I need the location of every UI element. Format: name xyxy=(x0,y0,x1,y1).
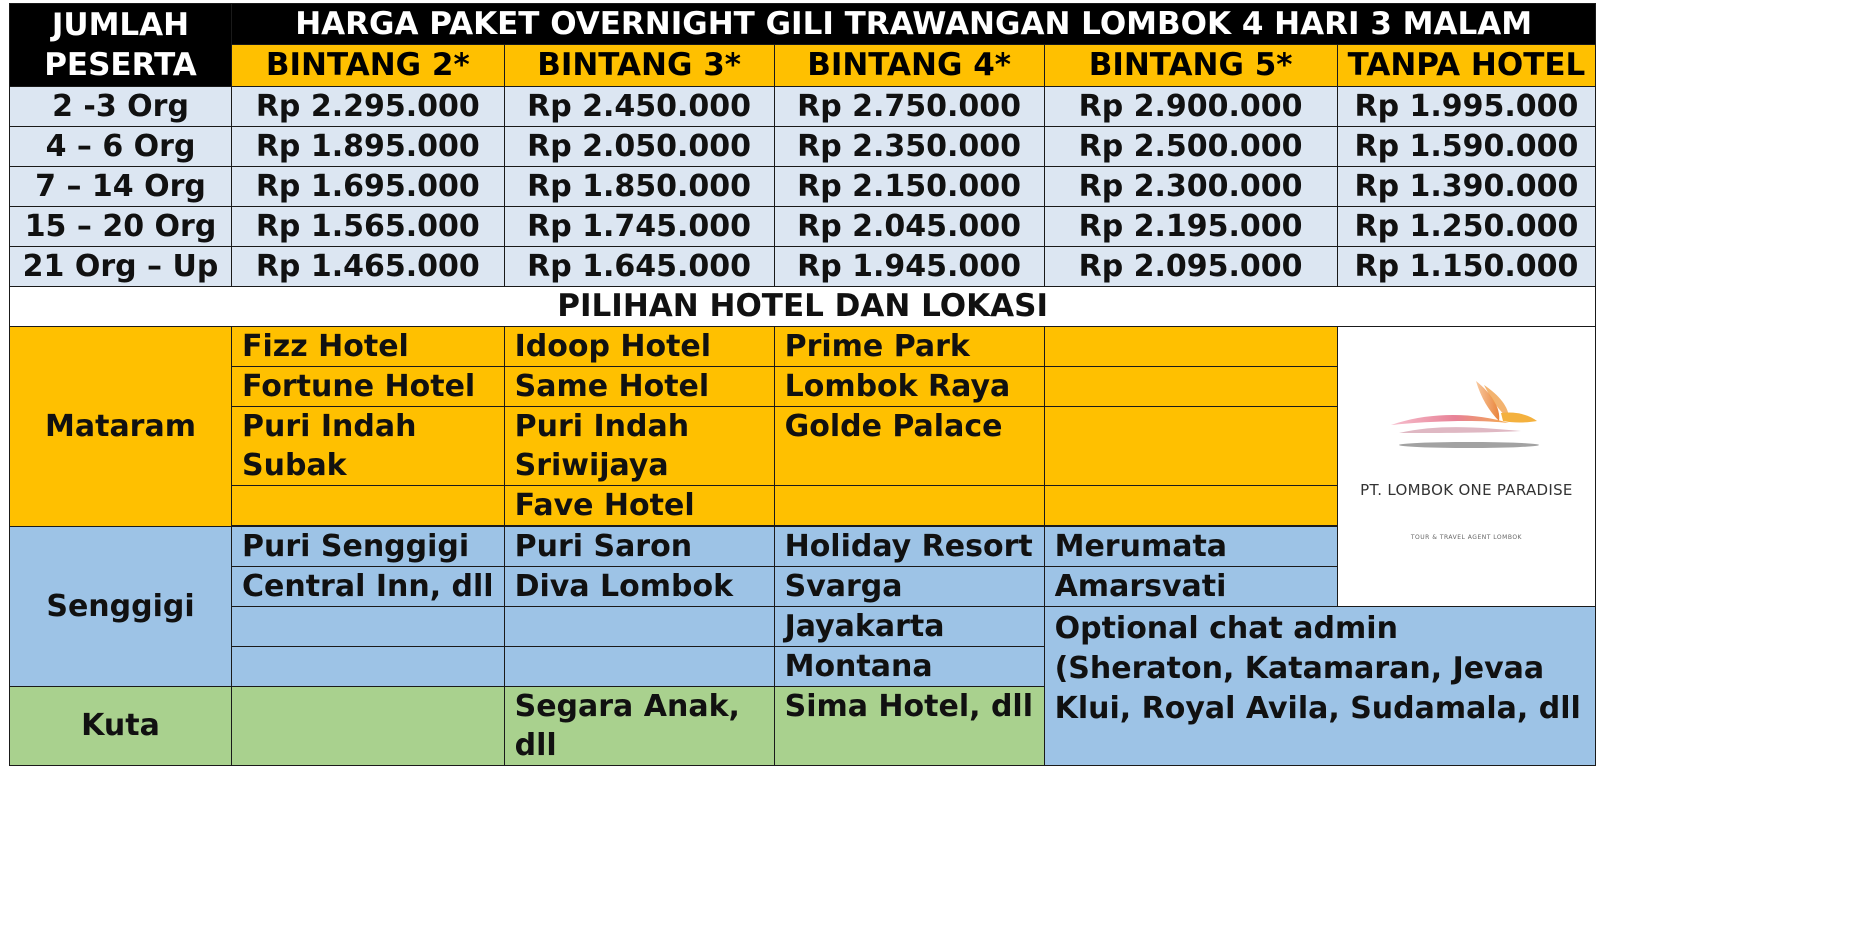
hotel-cell: Sima Hotel, dll xyxy=(774,687,1044,766)
hotel-cell: Idoop Hotel xyxy=(504,327,774,367)
price-cell: Rp 1.695.000 xyxy=(232,167,505,207)
hotel-cell: Puri Senggigi xyxy=(232,527,505,567)
optional-hotels-note: Optional chat admin (Sheraton, Katamaran, Jevaa Klui, Royal Avila, Sudamala, dll xyxy=(1044,607,1596,766)
hotel-cell-empty xyxy=(1044,407,1337,486)
price-cell: Rp 1.895.000 xyxy=(232,127,505,167)
price-cell: Rp 1.590.000 xyxy=(1337,127,1596,167)
location-label-mataram: Mataram xyxy=(10,327,232,527)
hotel-cell: Segara Anak, dll xyxy=(504,687,774,766)
location-label-senggigi: Senggigi xyxy=(10,527,232,687)
hotel-cell-empty xyxy=(774,486,1044,526)
hotel-cell: Puri Saron xyxy=(504,527,774,567)
hotel-cell: Diva Lombok xyxy=(504,567,774,607)
hotel-cell: Merumata xyxy=(1044,527,1337,567)
group-size: 21 Org – Up xyxy=(10,247,232,287)
hotel-cell: Golde Palace xyxy=(774,407,1044,486)
price-cell: Rp 1.250.000 xyxy=(1337,207,1596,247)
hotel-cell-empty xyxy=(504,607,774,647)
price-cell: Rp 1.995.000 xyxy=(1337,87,1596,127)
hotel-cell-empty xyxy=(232,647,505,687)
hotel-cell-empty xyxy=(1044,486,1337,526)
price-cell: Rp 2.900.000 xyxy=(1044,87,1337,127)
price-cell: Rp 2.045.000 xyxy=(774,207,1044,247)
section-title: PILIHAN HOTEL DAN LOKASI xyxy=(10,287,1596,327)
price-cell: Rp 1.945.000 xyxy=(774,247,1044,287)
hotel-cell: Fizz Hotel xyxy=(232,327,505,367)
price-row xyxy=(10,167,1596,207)
hotel-cell: Amarsvati xyxy=(1044,567,1337,607)
hotel-cell: Montana xyxy=(774,647,1044,687)
price-row xyxy=(10,127,1596,167)
hotel-cell: Fave Hotel xyxy=(504,486,774,526)
price-cell: Rp 2.750.000 xyxy=(774,87,1044,127)
company-logo xyxy=(1337,327,1596,607)
price-cell: Rp 2.450.000 xyxy=(504,87,774,127)
bird-logo-icon xyxy=(1381,373,1551,451)
hotel-cell: Puri Indah Sriwijaya xyxy=(504,407,774,486)
price-cell: Rp 1.850.000 xyxy=(504,167,774,207)
hotel-cell: Holiday Resort xyxy=(774,527,1044,567)
price-cell: Rp 1.390.000 xyxy=(1337,167,1596,207)
group-size: 2 -3 Org xyxy=(10,87,232,127)
column-header-bintang4: BINTANG 4* xyxy=(774,45,1044,87)
price-row xyxy=(10,87,1596,127)
hotel-cell: Svarga xyxy=(774,567,1044,607)
price-cell: Rp 2.295.000 xyxy=(232,87,505,127)
column-header-tanpa-hotel: TANPA HOTEL xyxy=(1337,45,1596,87)
price-cell: Rp 2.150.000 xyxy=(774,167,1044,207)
hotel-cell: Prime Park xyxy=(774,327,1044,367)
hotel-cell: Lombok Raya xyxy=(774,367,1044,407)
price-cell: Rp 1.565.000 xyxy=(232,207,505,247)
participants-header: JUMLAH PESERTA xyxy=(10,4,232,87)
price-table xyxy=(9,3,1596,766)
hotel-cell-empty xyxy=(232,607,505,647)
price-cell: Rp 1.150.000 xyxy=(1337,247,1596,287)
hotel-cell: Puri Indah Subak xyxy=(232,407,505,486)
hotel-cell-empty xyxy=(1044,327,1337,367)
price-row xyxy=(10,247,1596,287)
hotel-cell: Jayakarta xyxy=(774,607,1044,647)
group-size: 7 – 14 Org xyxy=(10,167,232,207)
group-size: 4 – 6 Org xyxy=(10,127,232,167)
price-cell: Rp 2.300.000 xyxy=(1044,167,1337,207)
logo-name: PT. LOMBOK ONE PARADISE xyxy=(1360,480,1573,499)
page-title: HARGA PAKET OVERNIGHT GILI TRAWANGAN LOMBOK 4 HARI 3 MALAM xyxy=(232,4,1596,45)
price-cell: Rp 2.350.000 xyxy=(774,127,1044,167)
column-header-bintang5: BINTANG 5* xyxy=(1044,45,1337,87)
hotel-cell-empty xyxy=(504,647,774,687)
group-size: 15 – 20 Org xyxy=(10,207,232,247)
hotel-cell-empty xyxy=(232,687,505,766)
hotel-cell-empty xyxy=(232,486,505,526)
price-row xyxy=(10,207,1596,247)
hotel-cell: Central Inn, dll xyxy=(232,567,505,607)
hotel-cell: Same Hotel xyxy=(504,367,774,407)
hotel-cell: Fortune Hotel xyxy=(232,367,505,407)
column-header-bintang2: BINTANG 2* xyxy=(232,45,505,87)
price-cell: Rp 2.500.000 xyxy=(1044,127,1337,167)
price-cell: Rp 2.095.000 xyxy=(1044,247,1337,287)
column-header-bintang3: BINTANG 3* xyxy=(504,45,774,87)
price-cell: Rp 1.745.000 xyxy=(504,207,774,247)
price-cell: Rp 1.465.000 xyxy=(232,247,505,287)
price-cell: Rp 2.050.000 xyxy=(504,127,774,167)
location-label-kuta: Kuta xyxy=(10,687,232,766)
price-cell: Rp 1.645.000 xyxy=(504,247,774,287)
price-cell: Rp 2.195.000 xyxy=(1044,207,1337,247)
logo-tagline: TOUR & TRAVEL AGENT LOMBOK xyxy=(1410,533,1522,541)
hotel-cell-empty xyxy=(1044,367,1337,407)
